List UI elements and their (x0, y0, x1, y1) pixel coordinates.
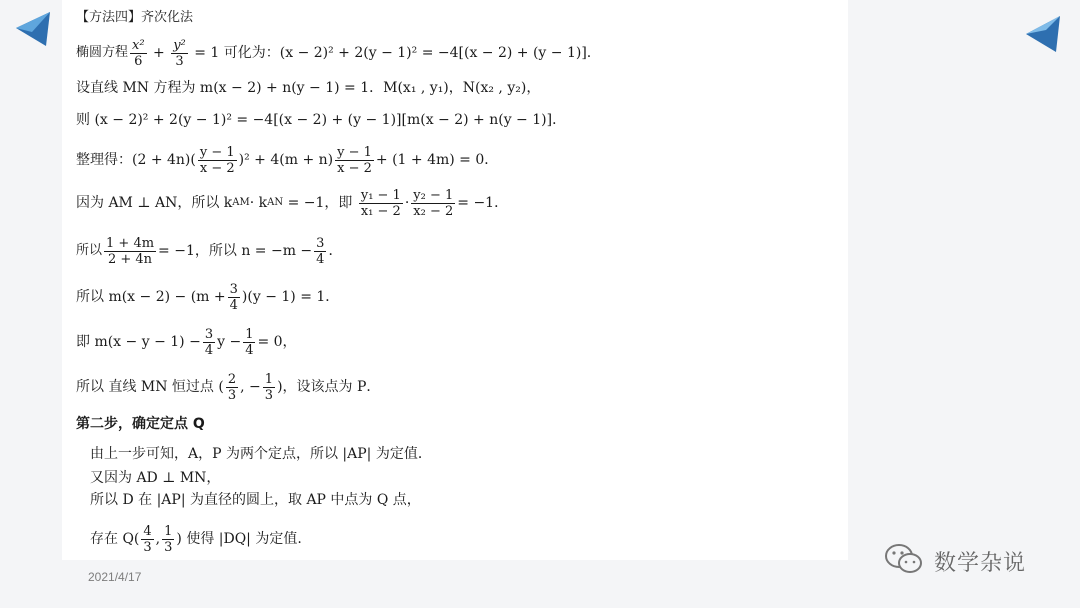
line-simplified: 整理得：(2 + 4n)( $\frac{y - 1}{x - 2}$ )² + 4(m + n) $\frac{y - 1}{x - 2}$ + (1 + 4m) = 0． (76, 144, 499, 176)
fraction: $\frac{1}{4}$ (245, 326, 254, 358)
wechat-icon (884, 542, 924, 580)
line-mn-equation: 设直线 MN 方程为 m(x − 2) + n(y − 1) = 1．M(x₁ , y₁)，N(x₂ , y₂)， (76, 80, 541, 96)
line-substitution: 则 (x − 2)² + 2(y − 1)² = −4[(x − 2) + (y − 1)][m(x − 2) + n(y − 1)]． (76, 112, 567, 128)
brand-name: 数学杂说 (934, 550, 1027, 576)
fraction: $\frac{3}{4}$ (204, 326, 214, 358)
footer-date: 2021/4/17 (88, 570, 142, 584)
line-n-relation: 所以 $\frac{1 + 4m}{2 + 4n}$ = −1，所以 n = −m − $\frac{3}{4}$ ． (76, 235, 343, 267)
corner-triangle-icon-left (14, 8, 52, 48)
line-ad-perp: 又因为 AD ⊥ MN， (90, 470, 221, 486)
fraction: $\frac{1}{3}$ (164, 523, 173, 555)
fraction: $\frac{3}{4}$ (316, 235, 325, 267)
line-rearranged: 即 m(x − y − 1) − $\frac{3}{4}$ y − $\frac{1}{4}$ = 0， (76, 326, 297, 358)
line-ellipse-equation: 椭圆方程 $\frac{\text{x²}}{6}$ + $\frac{\text{y²}}{3}$ = 1 可化为：(x − 2)² + 2(y − 1)² = −4[(x − 2) + (y − 1)]. (76, 37, 592, 69)
fraction: $\frac{3}{4}$ (229, 281, 238, 313)
corner-triangle-icon-right (1022, 12, 1062, 54)
line-ap-fixed: 由上一步可知，A，P 为两个定点，所以 |AP| 为定值． (90, 446, 432, 462)
line-point-q: 存在 Q( $\frac{4}{3}$ , $\frac{1}{3}$ ) 使得 |DQ| 为定值. (90, 523, 302, 555)
brand-watermark (884, 542, 1026, 580)
line-perpendicular: 因为 AM ⊥ AN，所以 k AM · k AN = −1，即 $\frac{\text{y₁ − 1}}{\text{x₁ − 2}}$ · $\frac{\text{y₂ − 1}}{\text{x₂ − 2}}$ = −1． (76, 187, 509, 219)
fraction: $\frac{\text{y₂ − 1}}{\text{x₂ − 2}}$ (413, 187, 454, 219)
document-page (62, 0, 848, 560)
fraction: $\frac{2}{3}$ (227, 371, 237, 403)
method-title: 【方法四】齐次化法 (76, 10, 194, 25)
fraction: $\frac{y - 1}{x - 2}$ (199, 144, 235, 176)
fraction: $\frac{4}{3}$ (143, 523, 152, 555)
fraction: $\frac{1}{3}$ (264, 371, 274, 403)
step-two-heading: 第二步，确定定点 Q (76, 416, 205, 432)
fraction: $\frac{y - 1}{x - 2}$ (337, 144, 372, 176)
fraction: $\frac{\text{y₁ − 1}}{\text{x₁ − 2}}$ (360, 187, 401, 219)
fraction: $\frac{\text{x²}}{6}$ (132, 37, 145, 69)
line-substitute-n: 所以 m(x − 2) − (m + $\frac{3}{4}$ )(y − 1) = 1． (76, 281, 340, 313)
line-fixed-point: 所以 直线 MN 恒过点 ( $\frac{2}{3}$ , − $\frac{1}{3}$ )，设该点为 P． (76, 371, 381, 403)
line-circle: 所以 D 在 |AP| 为直径的圆上，取 AP 中点为 Q 点， (90, 492, 421, 508)
fraction: $\frac{1 + 4m}{2 + 4n}$ (106, 235, 155, 267)
fraction: $\frac{\text{y²}}{3}$ (173, 37, 186, 69)
